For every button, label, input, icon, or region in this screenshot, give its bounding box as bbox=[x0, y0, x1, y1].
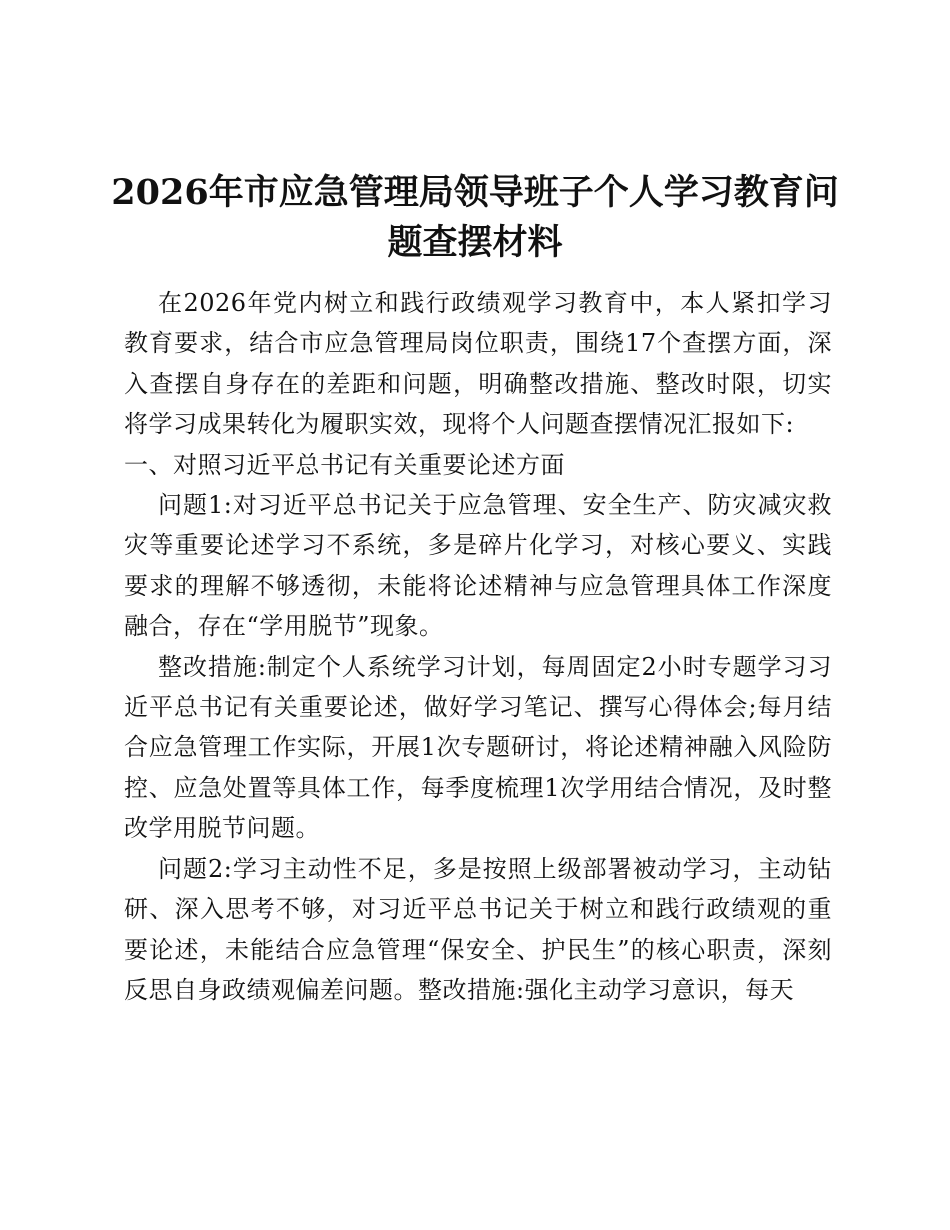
measure-1-paragraph: 整改措施:制定个人系统学习计划，每周固定2小时专题学习习近平总书记有关重要论述，做好学习笔记、撰写心得体会;每月结合应急管理工作实际，开展1次专题研讨，将论述精神融入风险防控、应急处置等具体工作，每季度梳理1次学用结合情况，及时整改学用脱节问题。 bbox=[124, 652, 832, 843]
problem-1-paragraph: 问题1:对习近平总书记关于应急管理、安全生产、防灾减灾救灾等重要论述学习不系统，多是碎片化学习，对核心要义、实践要求的理解不够透彻，未能将论述精神与应急管理具体工作深度融合，存在“学用脱节”现象。 bbox=[124, 491, 832, 641]
intro-paragraph: 在2026年党内树立和践行政绩观学习教育中，本人紧扣学习教育要求，结合市应急管理局岗位职责，围绕17个查摆方面，深入查摆自身存在的差距和问题，明确整改措施、整改时限，切实将学习成果转化为履职实效，现将个人问题查摆情况汇报如下: bbox=[124, 289, 832, 439]
document-title: 2026年市应急管理局领导班子个人学习教育问题查摆材料 bbox=[111, 172, 839, 263]
document-body bbox=[124, 283, 832, 1010]
problem-2-paragraph: 问题2:学习主动性不足，多是按照上级部署被动学习，主动钻研、深入思考不够，对习近平总书记关于树立和践行政绩观的重要论述，未能结合应急管理“保安全、护民生”的核心职责，深刻反思自身政绩观偏差问题。整改措施:强化主动学习意识，每天 bbox=[124, 854, 832, 1004]
section-heading: 一、对照习近平总书记有关重要论述方面 bbox=[124, 450, 565, 479]
